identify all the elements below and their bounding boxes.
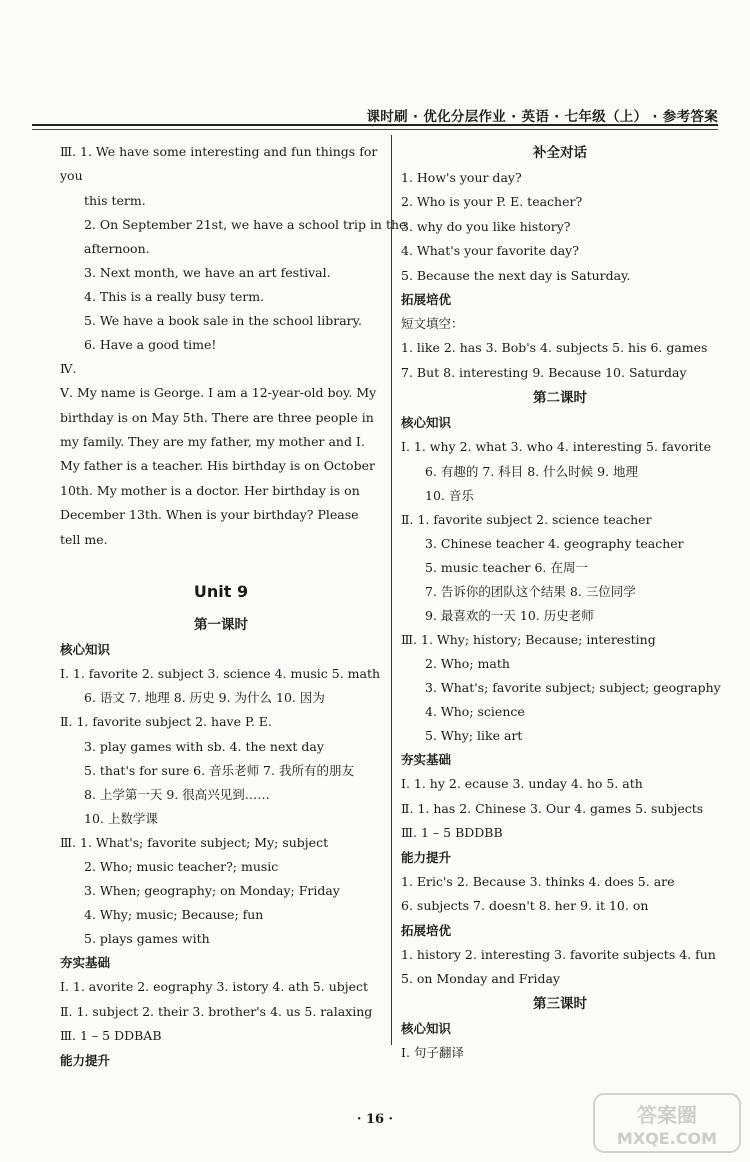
lesson-three-line: Ⅰ. 句子翻译	[401, 1045, 464, 1061]
answer-line: Ⅲ. 1. We have some interesting and fun things for you	[60, 144, 378, 184]
section-heading: 能力提升	[60, 1052, 111, 1068]
left-top-answers	[60, 140, 407, 381]
answer-line: Ⅲ. 1. What's; favorite subject; My; subject	[60, 834, 329, 850]
answer-line: 10. 上数学课	[84, 810, 158, 826]
answer-line: 9. 最喜欢的一天 10. 历史老师	[425, 608, 594, 624]
answer-line: 3. When; geography; on Monday; Friday	[84, 883, 340, 899]
extension-line: 7. But 8. interesting 9. Because 10. Saturday	[401, 364, 687, 380]
dialog-answer: 2. Who is your P. E. teacher?	[401, 194, 583, 210]
answer-line: 4. This is a really busy term.	[84, 288, 265, 304]
answer-line: 5. plays games with	[84, 931, 210, 947]
header-rule-thin	[32, 129, 718, 130]
answer-line: Ⅰ. 1. hy 2. ecause 3. unday 4. ho 5. ath	[401, 776, 643, 792]
answer-line: 3. Chinese teacher 4. geography teacher	[425, 536, 684, 552]
answer-line: 5. Why; like art	[425, 728, 523, 744]
watermark-logo	[592, 1092, 742, 1154]
lesson-three-heading: 核心知识	[401, 1021, 452, 1037]
extension-answers	[401, 312, 719, 385]
answer-line: 7. 告诉你的团队这个结果 8. 三位同学	[425, 584, 636, 600]
lesson-one-title: 第一课时	[194, 617, 248, 634]
answer-line: Ⅲ. 1 – 5 BDDBB	[401, 825, 503, 841]
answer-line: Ⅲ. 1. Why; history; Because; interesting	[401, 632, 656, 648]
answer-line: 2. Who; music teacher?; music	[84, 859, 279, 875]
section-heading: 核心知识	[401, 415, 452, 431]
dialog-answer: 3. why do you like history?	[401, 218, 571, 234]
answer-line: Ⅰ. 1. avorite 2. eography 3. istory 4. ath 5. ubject	[60, 979, 369, 995]
svg-text:答案圈: 答案圈	[637, 1103, 697, 1127]
answer-line: 5. that's for sure 6. 音乐老师 7. 我所有的朋友	[84, 762, 354, 778]
right-column	[401, 140, 719, 1065]
answer-line: 6. 语文 7. 地理 8. 历史 9. 为什么 10. 因为	[84, 690, 325, 706]
section-heading: 夯实基础	[401, 752, 452, 768]
answer-line: Ⅱ. 1. has 2. Chinese 3. Our 4. games 5. subjects	[401, 800, 704, 816]
lesson-two-title: 第二课时	[533, 390, 587, 407]
dialog-answers	[401, 166, 719, 288]
answer-line: 1. history 2. interesting 3. favorite subjects 4. fun	[401, 946, 716, 962]
answer-line: 3. Next month, we have an art festival.	[84, 264, 331, 280]
running-header: 课时刷 · 优化分层作业 · 英语 · 七年级（上） · 参考答案	[366, 109, 718, 125]
answer-line: Ⅰ. 1. why 2. what 3. who 4. interesting 5. favorite	[401, 439, 711, 455]
dialog-answer: 5. Because the next day is Saturday.	[401, 267, 631, 283]
section-heading: 核心知识	[60, 642, 111, 658]
answer-line: 8. 上学第一天 9. 很高兴见到……	[84, 786, 270, 802]
answer-line: Ⅳ.	[60, 360, 77, 376]
answer-line: 2. On September 21st, we have a school trip in the	[84, 216, 407, 232]
answer-line: Ⅲ. 1 – 5 DDBAB	[60, 1028, 162, 1044]
answer-line: 4. Who; science	[425, 704, 525, 720]
writing-paragraph: Ⅴ. My name is George. I am a 12-year-old boy. My birthday is on May 5th. There are three people in my family. They are my father, my mother and I. My father is a teacher. His birthday is on October 10th. My mother is a doctor. Her birthday is on December 13th. When is your birthday? Please tell me.	[60, 385, 377, 547]
answer-line: Ⅱ. 1. favorite subject 2. science teacher	[401, 511, 652, 527]
answer-line: Ⅱ. 1. subject 2. their 3. brother's 4. us 5. ralaxing	[60, 1003, 373, 1019]
answer-line: 5. music teacher 6. 在周一	[425, 560, 588, 576]
extension-line: 短文填空：	[401, 316, 464, 332]
unit-title: Unit 9	[193, 582, 249, 602]
lesson-two-sections	[401, 411, 719, 991]
column-divider	[391, 135, 392, 1045]
left-sections	[60, 638, 382, 1072]
answer-line: 3. What's; favorite subject; subject; geography	[425, 680, 721, 696]
dialog-answer: 4. What's your favorite day?	[401, 243, 579, 259]
left-column	[60, 140, 407, 1073]
answer-line: 6. Have a good time!	[84, 336, 217, 352]
answer-line: 1. Eric's 2. Because 3. thinks 4. does 5. are	[401, 873, 675, 889]
answer-line: this term.	[84, 192, 146, 208]
extension-line: 1. like 2. has 3. Bob's 4. subjects 5. his 6. games	[401, 340, 708, 356]
header-rule-thick	[32, 124, 718, 126]
dialog-title: 补全对话	[533, 145, 587, 161]
extension-heading: 拓展培优	[401, 292, 452, 308]
answer-line: 6. subjects 7. doesn't 8. her 9. it 10. on	[401, 898, 649, 914]
answer-line: 10. 音乐	[425, 487, 474, 503]
answer-line: Ⅰ. 1. favorite 2. subject 3. science 4. music 5. math	[60, 666, 381, 682]
section-heading: 夯实基础	[60, 955, 111, 971]
lesson-three-title: 第三课时	[533, 996, 587, 1013]
answer-line: 2. Who; math	[425, 656, 510, 672]
answer-line: 5. We have a book sale in the school library.	[84, 312, 363, 328]
answer-line: 3. play games with sb. 4. the next day	[84, 738, 324, 754]
answer-line: afternoon.	[84, 240, 150, 256]
answer-line: 6. 有趣的 7. 科目 8. 什么时候 9. 地理	[425, 463, 639, 479]
dialog-answer: 1. How's your day?	[401, 170, 522, 185]
svg-text:MXQE.COM: MXQE.COM	[616, 1129, 718, 1148]
section-heading: 能力提升	[401, 849, 452, 865]
page-number: · 16 ·	[356, 1112, 394, 1127]
answer-line: Ⅱ. 1. favorite subject 2. have P. E.	[60, 714, 272, 730]
section-heading: 拓展培优	[401, 922, 452, 938]
answer-line: 5. on Monday and Friday	[401, 970, 560, 986]
answer-line: 4. Why; music; Because; fun	[84, 907, 264, 923]
